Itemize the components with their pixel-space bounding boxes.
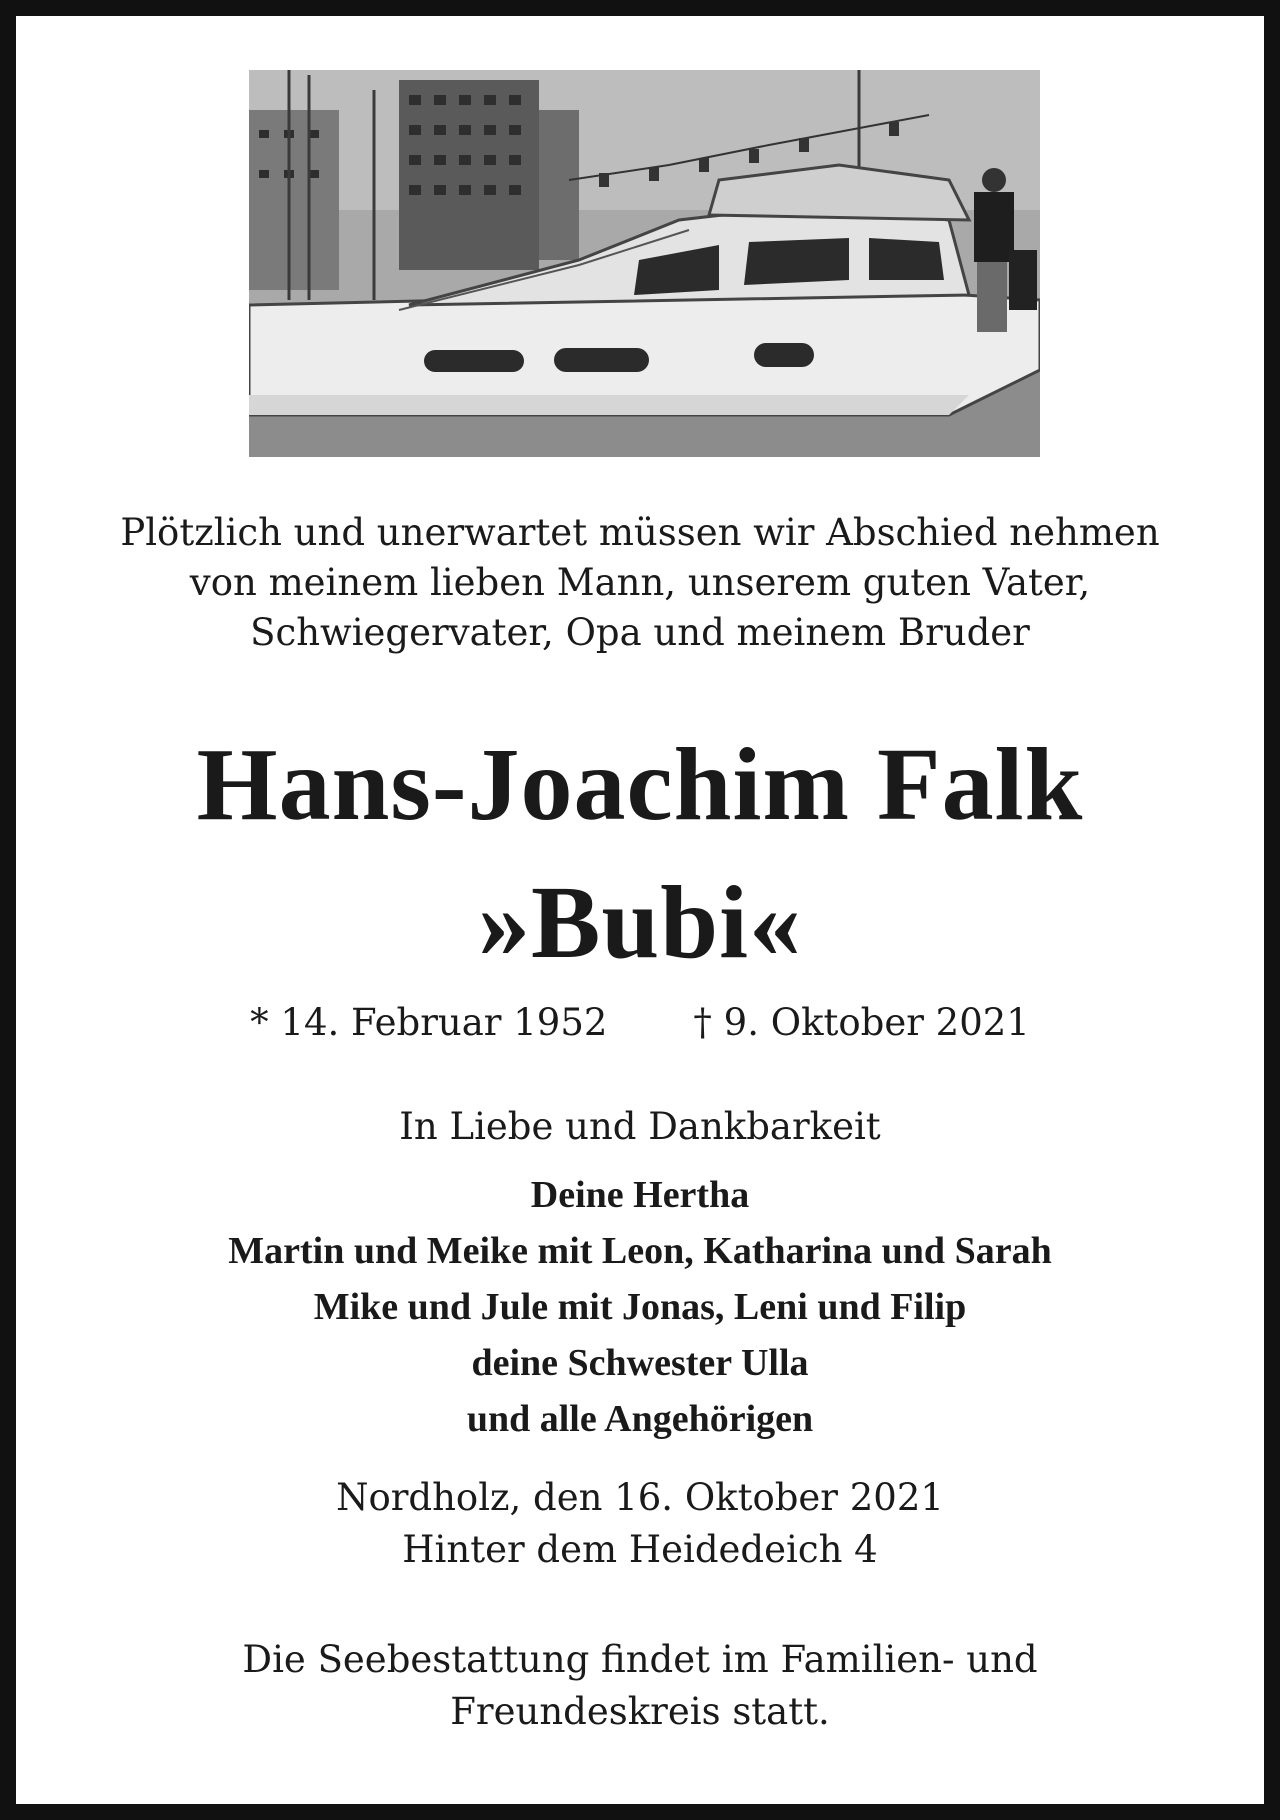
deceased-nickname: »Bubi«: [478, 865, 802, 980]
boat-photo: [249, 70, 1040, 457]
deceased-name-block: [16, 716, 1264, 992]
intro-line: Schwiegervater, Opa und meinem Bruder: [250, 611, 1030, 654]
deceased-name: Hans-Joachim Falk: [196, 727, 1084, 842]
birth-date: * 14. Februar 1952: [250, 1001, 608, 1044]
intro-line: Plötzlich und unerwartet müssen wir Abschied nehmen: [120, 511, 1160, 554]
mourner-line: und alle Angehörigen: [466, 1398, 814, 1440]
burial-notice: [16, 1634, 1264, 1738]
closing-phrase: In Liebe und Dankbarkeit: [399, 1105, 881, 1148]
address: Hinter dem Heidedeich 4: [402, 1528, 878, 1571]
mourners-list: [16, 1167, 1264, 1447]
mourner-line: Deine Hertha: [530, 1174, 750, 1216]
boat-photo-illustration: [249, 70, 1040, 457]
place-and-address: [16, 1472, 1264, 1576]
life-dates: [16, 998, 1264, 1048]
mourner-line: Martin und Meike mit Leon, Katharina und Sarah: [228, 1230, 1052, 1272]
mourner-line: deine Schwester Ulla: [471, 1342, 809, 1384]
intro-line: von meinem lieben Mann, unserem guten Vater,: [189, 561, 1091, 604]
place-date: Nordholz, den 16. Oktober 2021: [336, 1476, 944, 1519]
mourner-line: Mike und Jule mit Jonas, Leni und Filip: [313, 1286, 967, 1328]
burial-line: Die Seebestattung findet im Familien- und: [242, 1638, 1038, 1681]
intro-text: [16, 508, 1264, 658]
burial-line: Freundeskreis statt.: [450, 1690, 830, 1733]
death-date: † 9. Oktober 2021: [693, 1001, 1030, 1044]
